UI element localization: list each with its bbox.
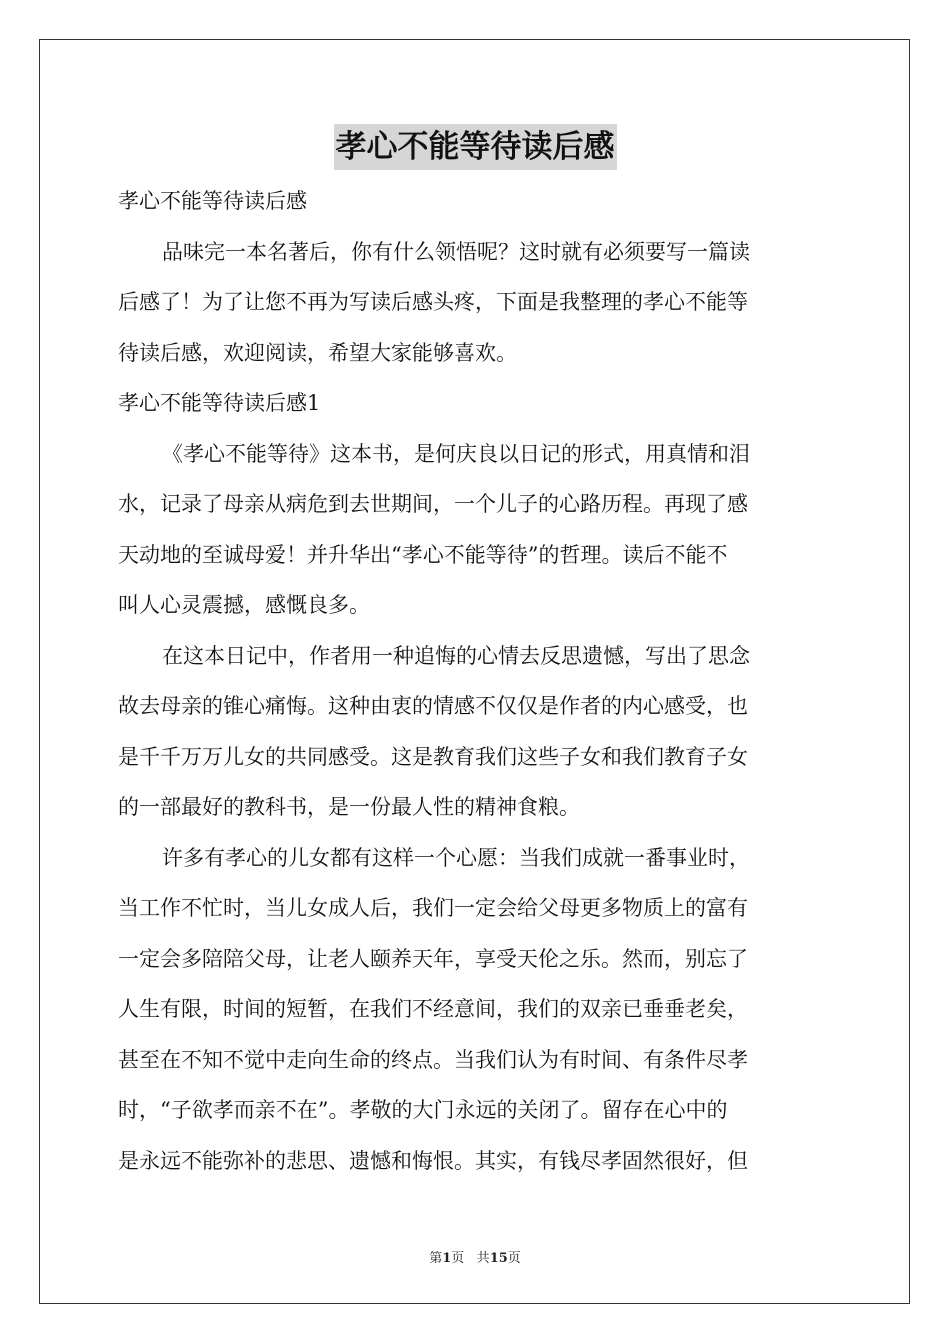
page-footer — [0, 1247, 950, 1266]
text-line: 叫人心灵震撼，感慨良多。 — [118, 593, 370, 617]
text-line: 故去母亲的锥心痛悔。这种由衷的情感不仅仅是作者的内心感受，也 — [118, 694, 748, 718]
text-line: 人生有限，时间的短暂，在我们不经意间，我们的双亲已垂垂老矣， — [118, 997, 748, 1021]
document-title: 孝心不能等待读后感 — [334, 124, 617, 170]
document-body — [118, 176, 834, 1186]
text-line: 后感了！为了让您不再为写读后感头疼，下面是我整理的孝心不能等 — [118, 290, 748, 314]
footer-total-pages: 15 — [489, 1251, 508, 1266]
text-line: 《孝心不能等待》这本书，是何庆良以日记的形式，用真情和泪 — [162, 441, 750, 466]
footer-page-prefix: 第 — [429, 1251, 443, 1266]
text-line: 一定会多陪陪父母，让老人颐养天年，享受天伦之乐。然而，别忘了 — [118, 946, 748, 971]
text-line: 天动地的至诚母爱！并升华出“孝心不能等待”的哲理。读后不能不 — [118, 542, 728, 567]
text-line: 孝心不能等待读后感1 — [118, 391, 321, 415]
footer-page-number: 1 — [442, 1251, 452, 1266]
text-line: 在这本日记中，作者用一种追悔的心情去反思遗憾，写出了思念 — [162, 643, 750, 668]
footer-page-suffix: 页 — [451, 1251, 465, 1266]
text-line: 水，记录了母亲从病危到去世期间，一个儿子的心路历程。再现了感 — [118, 492, 748, 516]
text-line: 的一部最好的教科书，是一份最人性的精神食粮。 — [118, 795, 580, 819]
text-line: 时，“子欲孝而亲不在”。孝敬的大门永远的关闭了。留存在心中的 — [118, 1098, 728, 1122]
text-line: 许多有孝心的儿女都有这样一个心愿：当我们成就一番事业时， — [162, 845, 750, 870]
text-line: 是千千万万儿女的共同感受。这是教育我们这些子女和我们教育子女 — [118, 744, 748, 769]
text-line: 孝心不能等待读后感 — [118, 189, 307, 213]
text-line: 待读后感，欢迎阅读，希望大家能够喜欢。 — [118, 340, 517, 365]
text-line: 甚至在不知不觉中走向生命的终点。当我们认为有时间、有条件尽孝 — [118, 1047, 748, 1072]
footer-total-suffix: 页 — [507, 1251, 521, 1266]
title-container — [0, 124, 950, 170]
text-line: 是永远不能弥补的悲思、遗憾和悔恨。其实，有钱尽孝固然很好，但 — [118, 1148, 748, 1173]
footer-total-prefix: 共 — [476, 1251, 490, 1266]
text-line: 当工作不忙时，当儿女成人后，我们一定会给父母更多物质上的富有 — [118, 896, 748, 920]
text-line: 品味完一本名著后，你有什么领悟呢？这时就有必须要写一篇读 — [162, 239, 750, 264]
